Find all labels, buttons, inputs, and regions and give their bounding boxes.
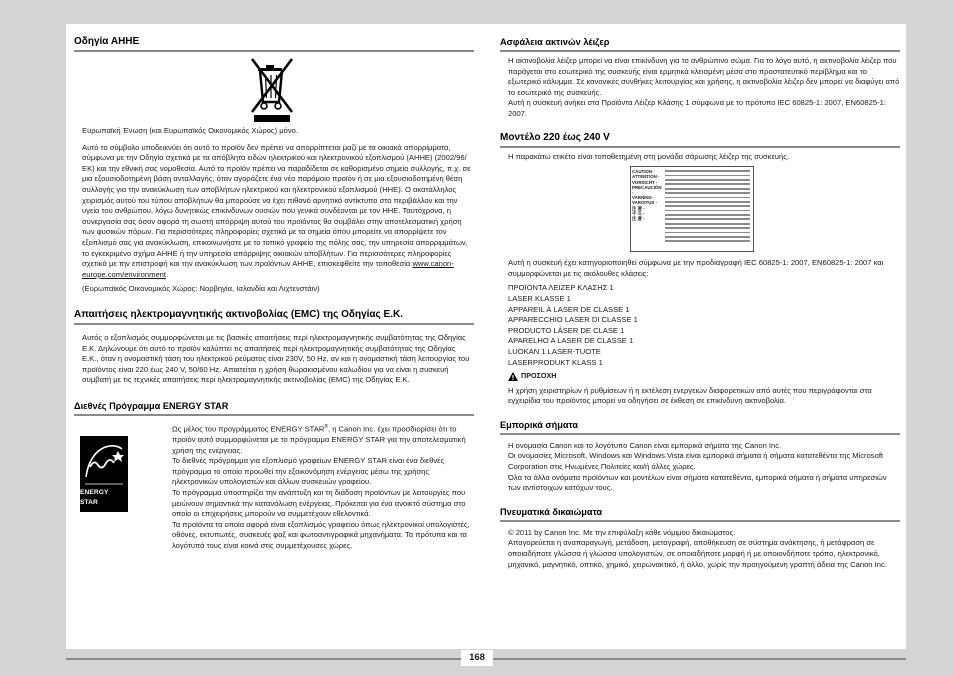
- registered-mark: ®: [324, 423, 328, 430]
- label-fine-print: [663, 167, 753, 251]
- emc-heading: Απαιτήσεις ηλεκτρομαγνητικής ακτινοβολίας (EMC) της Οδηγίας Ε.Κ.: [74, 309, 474, 325]
- energy-star-swoosh-icon: [82, 437, 126, 487]
- weee-body: [74, 143, 474, 281]
- energy-star-p2: Το διεθνές πρόγραμμα για εξοπλισμό γραφείων ENERGY STAR είναι ένα διεθνές πρόγραμμα το οποίο προωθεί την εξοικονόμηση ενέργειας μέσω της χρήσης ηλεκτρονικών υπολογιστών και άλλων συσκευών γραφείου.: [172, 456, 445, 487]
- energy-star-text: [172, 422, 474, 552]
- emc-body: Αυτός ο εξοπλισμός συμμορφώνεται με τις βασικές απαιτήσεις περί ηλεκτρομαγνητικής συμβατότητας της Οδηγίας Ε.Κ. Δηλώνουμε ότι αυτό το προϊόν καλύπτει τις απαιτήσεις περί ηλεκτρομαγνητικής συμβατότητας της Οδηγίας Ε.Κ., όταν η ονομαστική τάση του ηλεκτρικού ρεύματος είναι 230V, 50 Hz, αν και η ονομαστική τάση λειτουργίας του προϊόντος είναι 220 έως 240 V, 50/60 Hz. Απαιτείται η χρήση θωρακισμένου καλωδίου για να είναι η συσκευή συμβατή με τις τεχνικές απαιτήσεις περί ηλεκτρομαγνητικής ακτινοβολίας (EMC) της Οδηγίας Ε.Κ.: [82, 332, 470, 385]
- label-words: [631, 167, 663, 251]
- label-note: Η παρακάτω ετικέτα είναι τοποθετημένη στη μονάδα σάρωσης λέιζερ της συσκευής.: [508, 151, 790, 161]
- energy-star-p4: Τα προϊόντα τα οποία αφορά είναι εξοπλισμός γραφείου όπως ηλεκτρονικοί υπολογιστές, οθόνες, εκτυπωτές, συσκευές φαξ και φωτοαντιγραφικά μηχανήματα. Τα πρότυπα και τα λογότυπά τους είναι κοινά στις συμμετέχουσες χώρες.: [172, 519, 470, 550]
- copyright-p1: © 2011 by Canon Inc. Με την επιφύλαξη κάθε νόμιμου δικαιώματος.: [508, 527, 736, 537]
- label-word: 주 의 -: [632, 210, 645, 216]
- weee-eea-note: (Ευρωπαϊκός Οικονομικός Χώρος: Νορβηγία, Ισλανδία και Λιχτενστάιν): [82, 284, 320, 294]
- laser-caution-label: [630, 166, 754, 252]
- caution-body: Η χρήση χειριστηρίων ή ρυθμίσεων ή η εκτέλεση ενεργειών διαφορετικών από αυτές που περιγράφονται στα εγχειρίδια του προϊόντος μπορεί να οδηγήσει σε έκθεση σε επικίνδυνη ακτινοβολία.: [508, 385, 872, 406]
- laser-class-item: ΠΡΟΪΟΝΤΑ ΛΕΙΖΕΡ ΚΛΑΣΗΣ 1: [508, 283, 614, 293]
- model-heading: Μοντέλο 220 έως 240 V: [500, 132, 900, 148]
- trademarks-p2: Οι ονομασίες Microsoft, Windows και Windows Vista είναι εμπορικά σήματα ή σήματα κατατεθέντα της Microsoft Corporation στις Ηνωμένες Πολιτείες και/ή άλλες χώρες.: [508, 451, 884, 472]
- laser-safety-body: Η ακτινοβολία λέιζερ μπορεί να είναι επικίνδυνη για το ανθρώπινο σώμα. Για το λόγο αυτό, η ακτινοβολία λέιζερ που παράγεται στο εσωτερικό της συσκευής είναι ερμητικά κλεισμένη μέσα στο προστατευτικό περίβλημα και το εξωτερικό κάλυμμα. Σε κανονικές συνθήκες λειτουργίας και χρήσης, η ακτινοβολία λέιζερ δεν μπορεί να διαφύγει από το εσωτερικό της συσκευής.: [508, 56, 900, 97]
- label-word: PRECAUCIÓN -: [632, 184, 662, 195]
- energy-star-p1: [172, 422, 474, 456]
- canon-environment-link[interactable]: www.canon-europe.com/environment: [82, 259, 454, 279]
- weee-body-text: Αυτό το σύμβολο υποδεικνύει ότι αυτό το προϊόν δεν πρέπει να απορρίπτεται μαζί με τα οικιακά απορρίμματα, σύμφωνα με την Οδηγία σχετικά με τα απόβλητα ειδών ηλεκτρικού και ηλεκτρονικού εξοπλισμού (ΑΗΗΕ) (2002/96/ΕΚ) και την εθνική σας νομοθεσία. Αυτό το προϊόν πρέπει να παραδίδεται σε καθορισμένο σημείο συλλογής, π.χ. σε μια εξουσιοδοτημένη βάση ανταλλαγής, όταν αγοράζετε ένα νέο παρόμοιο προϊόν ή σε μια εξουσιοδοτημένη θέση συλλογής για την ανακύκλωση των αποβλήτων ηλεκτρικού και ηλεκτρονικού εξοπλισμού (ΗΗΕ). Ο ακατάλληλος χειρισμός αυτού του τύπου αποβλήτων θα μπορούσε να έχει πιθανό αρνητικό αντίκτυπο στο περιβάλλον και την υγεία του ανθρώπου, λόγω δυνητικώς επικίνδυνων ουσιών που γενικά συνδέονται με τον ΗΗΕ. Ταυτόχρονα, η συνεργασία σας όσον αφορά τη σωστή απόρριψη αυτού του προϊόντος θα συμβάλει στην αποτελεσματική χρήση των φυσικών πόρων. Για περισσότερες πληροφορίες σχετικά με τα σημεία όπου μπορείτε να απορρίψετε τον εξοπλισμό σας για ανακύκλωση, επικοινωνήστε με το τοπικό γραφείο της πόλης σας, την υπηρεσία απορριμμάτων, το εγκεκριμένο σχήμα ΑΗΗΕ ή την υπηρεσία απόρριψης οικιακών αποβλήτων. Για περισσότερες πληροφορίες σχετικά με την επιστροφή και την ανακύκλωση των προϊόντων ΑΗΗΕ, επισκεφθείτε την τοποθεσία: [82, 142, 471, 269]
- crossed-bin-icon: [250, 56, 296, 122]
- label-word: VAROITUS -: [632, 200, 658, 206]
- laser-class-item: PRODUCTO LÁSER DE CLASE 1: [508, 325, 625, 335]
- warning-triangle-icon: [508, 372, 518, 381]
- trademarks-p1: Η ονομασία Canon και το λογότυπο Canon είναι εμπορικά σήματα της Canon Inc.: [508, 440, 782, 450]
- trademarks-p3: Όλα τα άλλα ονόματα προϊόντων και μοντέλων είναι σήματα κατατεθέντα, εμπορικά σήματα ή σήματα υπηρεσιών των αντίστοιχων κατόχων τους.: [508, 472, 887, 493]
- laser-class-item: APARELHO A LASER DE CLASSE 1: [508, 336, 634, 346]
- label-word: VARNING -: [632, 195, 655, 201]
- trademarks-heading: Εμπορικά σήματα: [500, 419, 900, 435]
- label-word: ATTENTION -: [632, 174, 660, 180]
- energy-star-section: [74, 422, 474, 552]
- right-column: [500, 36, 900, 570]
- laser-class-item: APPARECCHIO LASER DI CLASSE 1: [508, 315, 638, 325]
- laser-class-item: LASER KLASSE 1: [508, 293, 571, 303]
- energy-star-logo: [80, 436, 128, 512]
- energy-star-p1-a: Ως μέλος του προγράμματος ENERGY STAR: [172, 424, 325, 434]
- weee-eu-line: Ευρωπαϊκή Ένωση (και Ευρωπαϊκός Οικονομικός Χώρος) μόνο.: [82, 126, 298, 135]
- laser-classes-list: [500, 283, 900, 368]
- copyright-heading: Πνευματικά δικαιώματα: [500, 506, 900, 522]
- left-column: [74, 36, 474, 552]
- label-word: 注 意 -: [632, 215, 645, 221]
- manual-page: [66, 24, 906, 649]
- laser-class1: Αυτή η συσκευή ανήκει στα Προϊόντα Λέιζερ Κλάσης 1 σύμφωνα με το πρότυπο IEC 60825-1: 2007, EN60825-1: 2007.: [508, 98, 886, 118]
- label-word: VORSICHT -: [632, 179, 658, 185]
- page-number: 168: [461, 650, 493, 666]
- weee-heading: Οδηγία ΑΗΗΕ: [74, 36, 474, 52]
- energy-star-heading: Διεθνές Πρόγραμμα ENERGY STAR: [74, 400, 474, 416]
- laser-safety-heading: Ασφάλεια ακτινών λέιζερ: [500, 36, 900, 52]
- energy-star-p1-b: , η Canon Inc. έχει προσδιορίσει ότι το προϊόν αυτό συμμορφώνεται με το πρόγραμμα ENERGY STAR για την αποτελεσματική χρήση της ενέργειας.: [172, 424, 466, 455]
- energy-star-p3: Το πρόγραμμα υποστηρίζει την ανάπτυξη και τη διάδοση προϊόντων με λειτουργίες που μειώνουν σημαντικά την κατανάλωση ενέργειας. Πρόκειται για ένα ανοικτό σύστημα στο οποίο οι επιχειρήσεις μπορούν να συμμετέχουν εθελοντικά.: [172, 487, 466, 519]
- classified-text: Αυτή η συσκευή έχει κατηγοριοποιηθεί σύμφωνα με την προδιαγραφή IEC 60825-1: 2007, EN60825-1: 2007 και συμμορφώνεται με τις ακόλουθες κλάσεις:: [508, 258, 884, 278]
- copyright-p2: Απαγορεύεται η αναπαραγωγή, μετάδοση, μεταγραφή, αποθήκευση σε σύστημα ανάκτησης, ή μετάφραση σε οποιαδήποτε γλώσσα ή γλώσσα υπολογιστών, σε οποιαδήποτε μορφή ή με οποιονδήποτε τρόπο, ηλεκτρονικό, μηχανικό, μαγνητικό, οπτικό, χημικό, χειρωνακτικό, ή άλλο, χωρίς την προηγούμενη γραπτή άδεια της Canon Inc.: [508, 538, 887, 569]
- label-word: CAUTION -: [632, 169, 655, 175]
- laser-class-item: APPAREIL À LASER DE CLASSE 1: [508, 304, 630, 314]
- caution-heading-text: ΠΡΟΣΟΧΗ: [521, 371, 557, 381]
- caution-heading: [500, 371, 900, 382]
- laser-class-item: LUOKAN 1 LASER-TUOTE: [508, 346, 601, 356]
- label-word: 注 意 -: [632, 205, 645, 211]
- laser-class-item: LASERPRODUKT KLASS 1: [508, 357, 603, 367]
- energy-star-label: ENERGY STAR: [80, 488, 109, 507]
- weee-body-end: .: [166, 269, 169, 279]
